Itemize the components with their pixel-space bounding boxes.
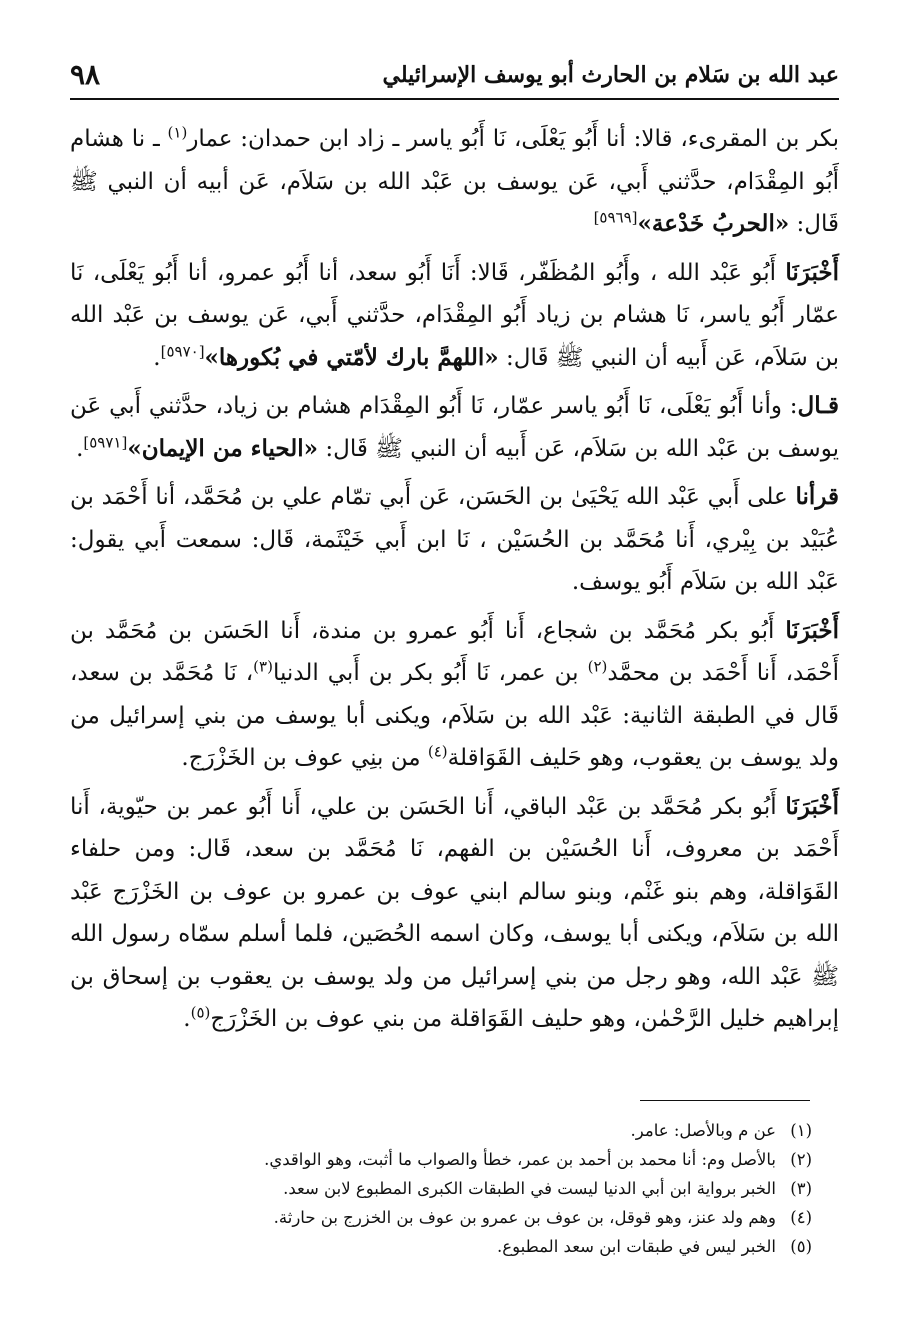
footnote-text: بالأصل وم: أنا محمد بن أحمد بن عمر، خطأ والصواب ما أثبت، وهو الواقدي.: [264, 1150, 776, 1169]
paragraph-text: .: [183, 1006, 191, 1032]
paragraph-text: ـ نا هشام أَبُو المِقْدَام، حدَّثني أَبي، عَن يوسف بن عَبْد الله بن سَلاَم، عَن أبيه أن النبي ﷺ قَال:: [70, 126, 839, 237]
paragraph-lead-word: قرأنا: [795, 483, 839, 510]
hadith-quote: «الحياء من الإيمان»: [127, 434, 319, 462]
footnote-number: (٥): [790, 1237, 812, 1256]
footnote-item: [70, 1203, 812, 1232]
footnote-item: [70, 1145, 812, 1174]
footnote-number: (١): [790, 1121, 812, 1140]
footnote-number: (٢): [790, 1150, 812, 1169]
footnote-marker: (٥): [190, 1003, 211, 1022]
main-text: [70, 118, 839, 1041]
hadith-quote: «الحربُ خَدْعة»: [637, 210, 790, 237]
paragraph-6: [70, 786, 839, 1041]
paragraph-3: [70, 385, 839, 470]
hadith-number: [٥٩٧١]: [83, 432, 128, 451]
hadith-quote: «اللهمَّ بارك لأمّتي في بُكورها»: [204, 343, 499, 371]
paragraph-lead-word: قـال: [797, 392, 839, 419]
paragraph-1: [70, 118, 839, 246]
running-header-title: عبد الله بن سَلام بن الحارث أبو يوسف الإسرائيلي: [382, 62, 839, 88]
footnote-text: الخبر برواية ابن أبي الدنيا ليست في الطبقات الكبرى المطبوع لابن سعد.: [283, 1179, 776, 1198]
paragraph-4: [70, 476, 839, 604]
page-number: ٩٨: [70, 58, 101, 91]
footnote-text: وهم ولد عنز، وهو قوقل، بن عوف بن عمرو بن عوف بن الخزرج بن حارثة.: [273, 1208, 776, 1227]
paragraph-lead-word: أَخْبَرَنَا: [785, 616, 839, 644]
footnote-item: [70, 1174, 812, 1203]
paragraph-lead-word: أَخْبَرَنَا: [785, 792, 839, 820]
hadith-number: [٥٩٦٩]: [593, 208, 638, 227]
paragraph-text: ، نَا مُحَمَّد بن سعد، قَال في الطبقة الثانية: عَبْد الله بن سَلاَم، ويكنى أبا يوسف من بني إسرائيل من ولد يوسف بن يعقوب، وهو حَليف القَوَاقلة: [70, 660, 839, 771]
paragraph-text: .: [153, 344, 161, 371]
paragraph-lead-word: أَخْبَرَنَا: [785, 258, 839, 286]
paragraph-text: من بنِي عوف بن الخَزْرَج.: [181, 745, 428, 771]
footnote-number: (٣): [790, 1179, 812, 1198]
hadith-number: [٥٩٧٠]: [160, 341, 205, 360]
footnote-marker: (٤): [427, 742, 448, 761]
footnote-marker: (٣): [253, 657, 273, 676]
paragraph-text: على أَبي عَبْد الله يَحْيَىٰ بن الحَسَن، عَن أَبي تمّام علي بن مُحَمَّد، أنا أَحْمَد بن عُبَيْد بن بِيْري، أَنا مُحَمَّد بن الحُسَيْن ، نَا ابن أَبي خَيْثَمة، قَال: سمعت أَبي يقول: عَبْد الله بن سَلاَم أَبُو يوسف.: [70, 484, 839, 595]
paragraph-text: بكر بن المقرىء، قالا: أنا أَبُو يَعْلَى، نَا أَبُو ياسر ـ زاد ابن حمدان: عمار: [187, 126, 839, 152]
footnote-item: [70, 1116, 812, 1145]
footnote-number: (٤): [790, 1208, 812, 1227]
paragraph-5: [70, 610, 839, 780]
footnote-marker: (٢): [587, 657, 608, 676]
paragraph-text: أَبُو عَبْد الله ، وأَبُو المُظَفّر، قَالا: أَنَا أَبُو سعد، أنا أَبُو عمرو، أنا أَبُو يَعْلَى، نَا عمّار أَبُو ياسر، نَا هشام بن زياد أَبُو المِقْدَام، حدَّثني أَبي، عَن يوسف بن عَبْد الله بن سَلاَم، عَن أَبيه أن النبي ﷺ قَال:: [70, 259, 839, 371]
paragraph-text: : وأنا أَبُو يَعْلَى، نَا أَبُو ياسر عمّار، نَا أَبُو المِقْدَام هشام بن زياد، حدَّثني أَبي عَن يوسف بن عَبْد الله بن سَلاَم، عَن أَبيه أن النبي ﷺ قَال:: [70, 393, 839, 462]
footnotes: [70, 1116, 812, 1261]
footnote-divider: [640, 1100, 810, 1101]
footnote-marker: (١): [167, 123, 188, 142]
paragraph-text: أَبُو بكر مُحَمَّد بن عَبْد الباقي، أَنا الحَسَن بن علي، أَنا أَبُو عمر بن حيّوية، أَنا أَحْمَد بن معروف، أَنا الحُسَيْن بن الفهم، نَا مُحَمَّد بن سعد، قَال: ومن حلفاء القَوَاقلة، وهم بنو غَنْم، وبنو سالم ابني عوف بن عمرو بن عوف بن الخَزْرَج عَبْد الله بن سَلاَم، ويكنى أبا يوسف، وكان اسمه الحُصَين، فلما أسلم سمّاه رسول الله ﷺ عَبْد الله، وهو رجل من بني إسرائيل من ولد يوسف بن يعقوب بن إسحاق بن إبراهيم خليل الرَّحْمٰن، وهو حليف القَوَاقلة من بني عوف بن الخَزْرَج: [70, 793, 839, 1032]
paragraph-text: أَبُو بكر مُحَمَّد بن شجاع، أَنا أَبُو عمرو بن مندة، أَنا الحَسَن بن مُحَمَّد بن أَحْمَد، أَنا أَحْمَد بن محمَّد: [70, 617, 839, 686]
paragraph-text: بن عمر، نَا أَبُو بكر بن أَبي الدنيا: [272, 660, 588, 686]
footnote-text: الخبر ليس في طبقات ابن سعد المطبوع.: [497, 1237, 776, 1256]
footnote-item: [70, 1232, 812, 1261]
paragraph-text: .: [76, 435, 84, 462]
footnote-text: عن م وبالأصل: عامر.: [630, 1121, 776, 1140]
running-header: [70, 58, 839, 100]
paragraph-2: [70, 252, 839, 380]
